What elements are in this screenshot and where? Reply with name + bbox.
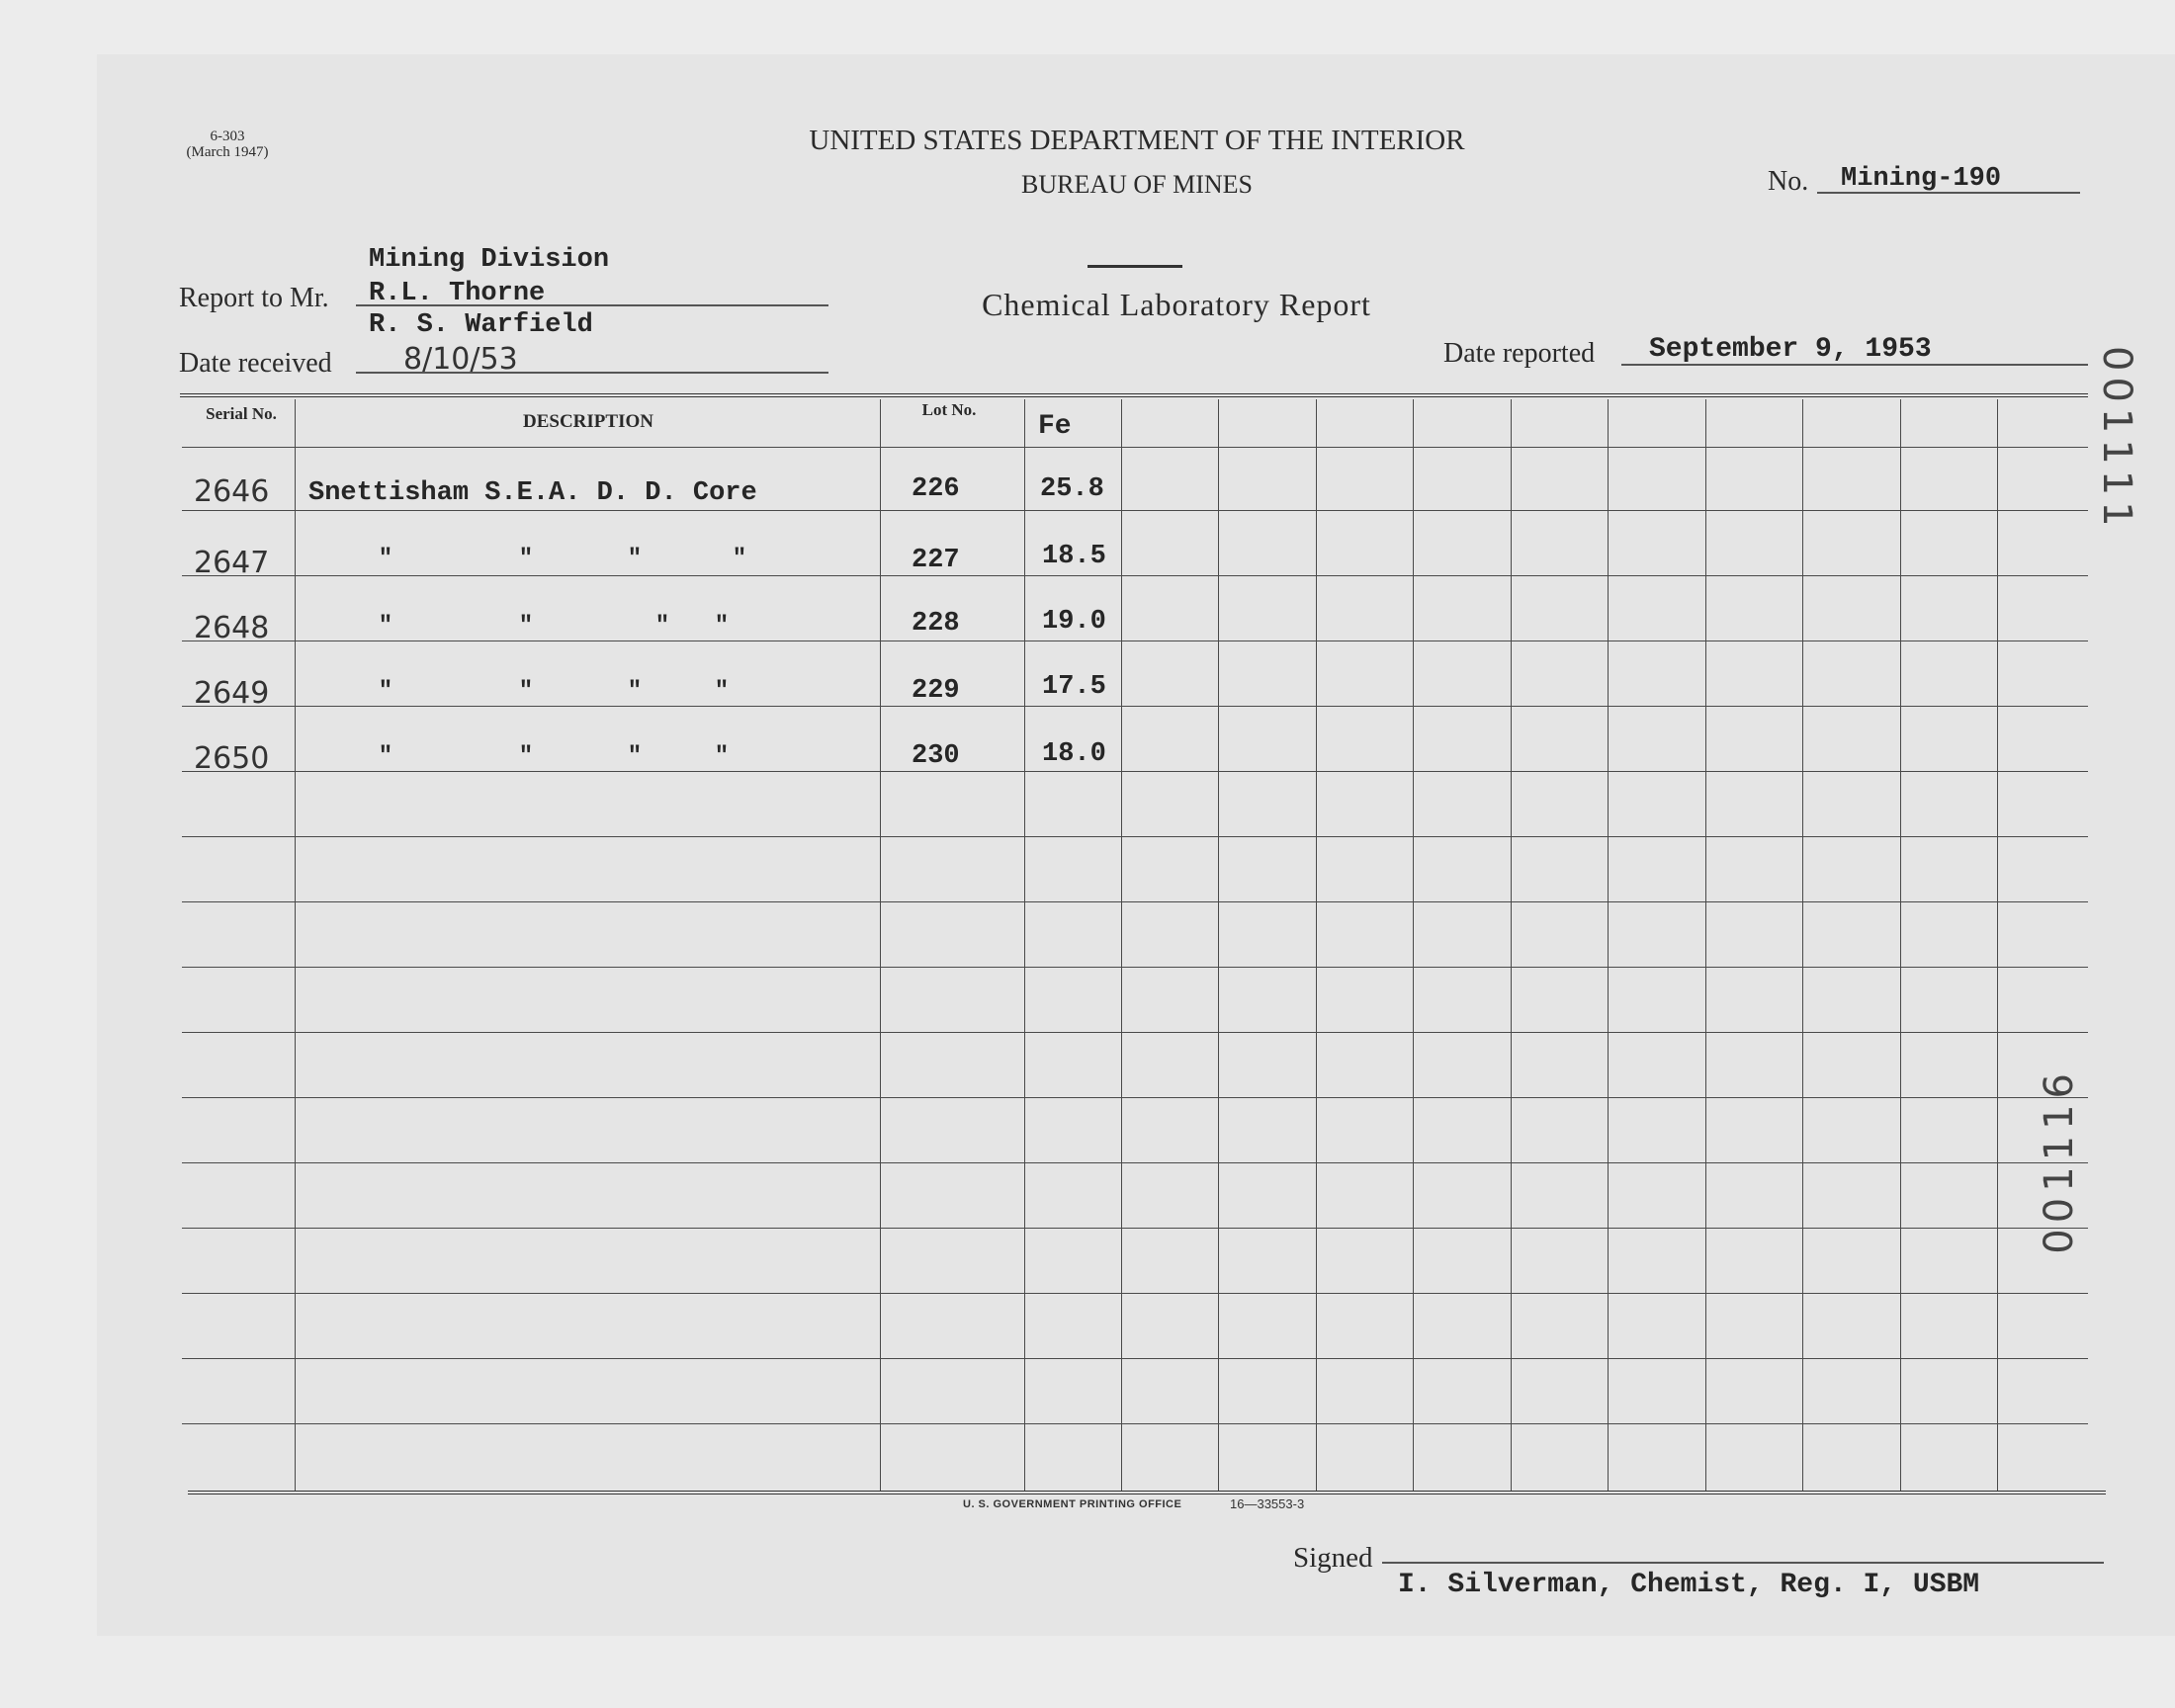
recipient-1: R.L. Thorne: [369, 279, 546, 308]
ditto-mark: ": [378, 743, 393, 770]
signature-underline: [1382, 1562, 2104, 1564]
print-code: 16—33553-3: [1230, 1496, 1305, 1511]
row-rule: [182, 1228, 2088, 1229]
ditto-mark: ": [378, 678, 393, 705]
col-header-serial: Serial No.: [206, 404, 277, 423]
serial-cell: 2648: [194, 611, 270, 645]
col-divider: [1413, 399, 1414, 1491]
row-rule: [182, 1097, 2088, 1098]
row-rule: [182, 1293, 2088, 1294]
ditto-mark: ": [518, 613, 534, 640]
title-divider: [1088, 265, 1182, 268]
row-rule: [182, 771, 2088, 772]
row-rule: [182, 1162, 2088, 1163]
col-divider: [1900, 399, 1901, 1491]
lot-cell: 227: [912, 546, 960, 575]
col-divider: [1218, 399, 1219, 1491]
serial-cell: 2646: [194, 474, 270, 509]
fe-cell: 25.8: [1040, 474, 1104, 504]
fe-cell: 18.0: [1042, 739, 1106, 769]
ditto-mark: ": [518, 546, 534, 572]
ditto-mark: ": [518, 743, 534, 770]
col-divider: [1121, 399, 1122, 1491]
ditto-mark: ": [378, 546, 393, 572]
row-rule: [182, 706, 2088, 707]
row-rule: [182, 1032, 2088, 1033]
col-divider: [1802, 399, 1803, 1491]
report-no-value: Mining-190: [1841, 164, 2002, 194]
division: Mining Division: [369, 245, 610, 275]
margin-stamp-upper: 001111: [2094, 346, 2139, 533]
col-header-fe: Fe: [1038, 411, 1072, 442]
col-divider: [1608, 399, 1609, 1491]
report-no-label: No.: [1768, 166, 1809, 197]
ditto-mark: ": [654, 613, 670, 640]
row-rule: [182, 967, 2088, 968]
row-rule: [182, 510, 2088, 511]
ditto-mark: ": [732, 546, 747, 572]
header-row-rule: [182, 447, 2088, 448]
lot-cell: 229: [912, 676, 960, 706]
serial-cell: 2649: [194, 676, 270, 711]
signature: I. Silverman, Chemist, Reg. I, USBM: [1398, 1570, 1980, 1600]
bureau-heading: BUREAU OF MINES: [1020, 170, 1254, 199]
row-rule: [182, 1423, 2088, 1424]
department-heading: UNITED STATES DEPARTMENT OF THE INTERIOR: [809, 125, 1465, 156]
ditto-mark: ": [627, 678, 643, 705]
report-no-underline: [1817, 192, 2080, 194]
fe-cell: 17.5: [1042, 672, 1106, 702]
report-to-label: Report to Mr.: [179, 283, 329, 313]
ditto-mark: ": [518, 678, 534, 705]
date-received-underline: [356, 372, 828, 374]
col-divider: [1024, 399, 1025, 1491]
col-header-description: DESCRIPTION: [523, 411, 653, 432]
lot-cell: 226: [912, 474, 960, 504]
ditto-mark: ": [627, 743, 643, 770]
col-header-lot: Lot No.: [921, 400, 977, 419]
date-received-value: 8/10/53: [403, 342, 518, 377]
fe-cell: 19.0: [1042, 607, 1106, 637]
printing-office: U. S. GOVERNMENT PRINTING OFFICE: [963, 1498, 1182, 1510]
ditto-mark: ": [378, 613, 393, 640]
ditto-mark: ": [714, 613, 730, 640]
row-rule: [182, 640, 2088, 641]
table-top-rule: [180, 393, 2088, 397]
ditto-mark: ": [714, 743, 730, 770]
report-to-underline: [356, 304, 828, 306]
col-divider: [1997, 399, 1998, 1491]
date-reported-label: Date reported: [1443, 338, 1596, 369]
signed-label: Signed: [1293, 1542, 1373, 1574]
serial-cell: 2650: [194, 741, 270, 776]
row-rule: [182, 1358, 2088, 1359]
date-reported-underline: [1621, 364, 2088, 366]
lot-cell: 228: [912, 609, 960, 639]
col-divider: [1316, 399, 1317, 1491]
form-number: 6-303: [210, 128, 245, 144]
row-rule: [182, 901, 2088, 902]
recipient-2: R. S. Warfield: [369, 310, 593, 340]
fe-cell: 18.5: [1042, 542, 1106, 571]
ditto-mark: ": [627, 546, 643, 572]
form-edition: (March 1947): [186, 144, 269, 160]
row-rule: [182, 575, 2088, 576]
description-cell: Snettisham S.E.A. D. D. Core: [308, 478, 757, 508]
col-divider: [295, 399, 296, 1491]
lot-cell: 230: [912, 741, 960, 771]
form-number-block: [178, 128, 277, 160]
col-divider: [1705, 399, 1706, 1491]
date-reported-value: September 9, 1953: [1649, 334, 1932, 365]
date-received-label: Date received: [179, 348, 332, 379]
col-divider: [1511, 399, 1512, 1491]
row-rule: [182, 836, 2088, 837]
ditto-mark: ": [714, 678, 730, 705]
margin-stamp-lower: 001116: [2037, 1068, 2082, 1254]
table-bottom-rule: [188, 1491, 2106, 1494]
report-title: Chemical Laboratory Report: [982, 287, 1371, 322]
col-divider: [880, 399, 881, 1491]
serial-cell: 2647: [194, 546, 270, 580]
